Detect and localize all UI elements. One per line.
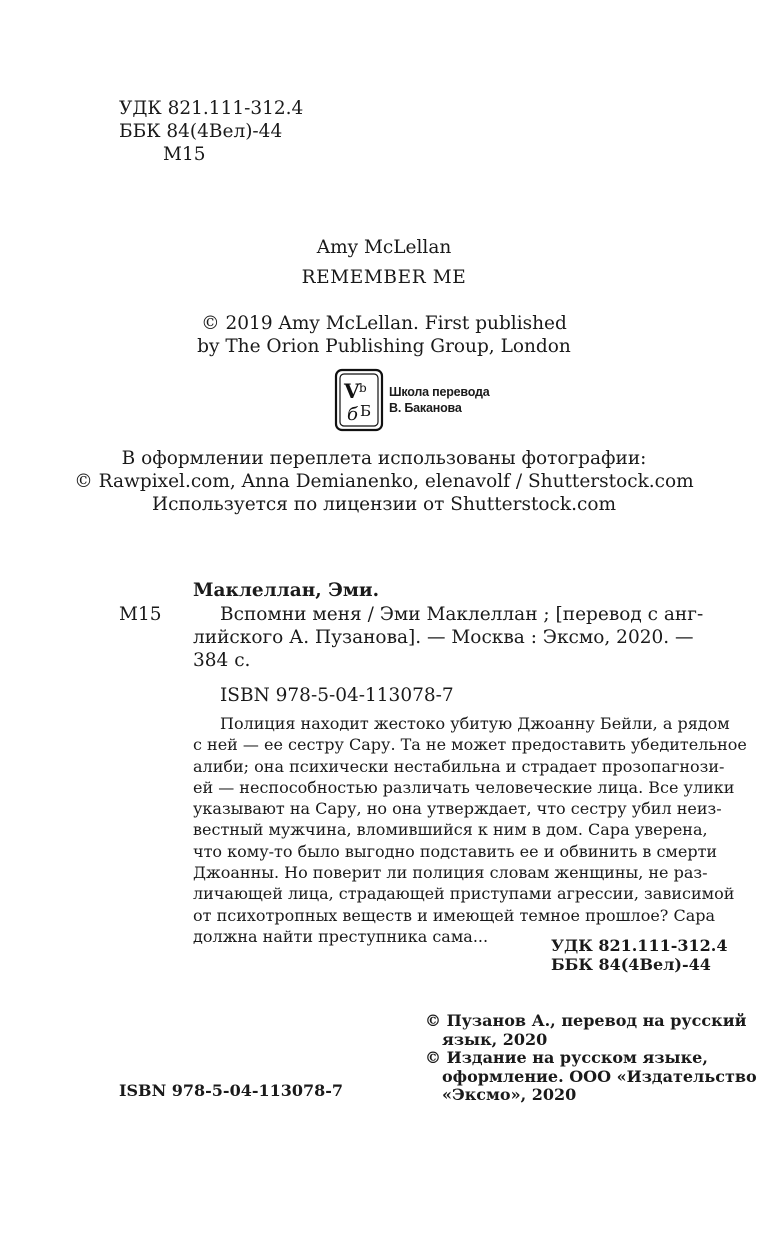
udk-code-repeat: УДК 821.111-312.4	[551, 936, 728, 955]
record-mark: М15	[119, 604, 162, 625]
original-copyright-line2: by The Orion Publishing Group, London	[197, 336, 571, 357]
summary-line: вестный мужчина, вломившийся к ним в дом. Сара уверена,	[193, 820, 708, 840]
svg-text:Б: Б	[360, 402, 372, 420]
edition-copyright	[425, 1049, 757, 1105]
translation-copyright	[425, 1012, 746, 1049]
record-desc-line1: Вспомни меня / Эми Маклеллан ; [перевод с анг-	[220, 604, 704, 625]
udk-code: УДК 821.111-312.4	[119, 98, 304, 119]
author-mark: М15	[163, 144, 206, 165]
logo-line2: В. Баканова	[389, 401, 462, 415]
translation-copyright-line1: © Пузанов А., перевод на русский	[425, 1011, 747, 1030]
svg-text:V: V	[344, 379, 360, 403]
cover-credits-line2: © Rawpixel.com, Anna Demianenko, elenavolf / Shutterstock.com	[74, 471, 694, 492]
summary-line: ей — неспособностью различать человеческие лица. Все улики	[193, 777, 735, 797]
record-desc-line3: 384 с.	[193, 650, 251, 671]
translation-copyright-line2: язык, 2020	[442, 1029, 548, 1049]
svg-text:б: б	[347, 404, 358, 425]
original-author: Amy McLellan	[316, 237, 452, 258]
svg-text:b: b	[359, 381, 367, 395]
summary-line: Джоанны. Но поверит ли полиция словам женщины, не раз-	[193, 863, 708, 883]
summary-line: что кому-то было выгодно подставить ее и обвинить в смерти	[193, 841, 718, 861]
edition-copyright-line1: © Издание на русском языке,	[425, 1048, 708, 1067]
edition-copyright-line3: «Эксмо», 2020	[442, 1085, 577, 1104]
record-heading: Маклеллан, Эми.	[193, 580, 380, 601]
summary-line: должна найти преступника сама...	[193, 926, 489, 946]
summary-line: с ней — ее сестру Сару. Та не может предоставить убедительное	[193, 735, 747, 755]
cover-credits-line1: В оформлении переплета использованы фотографии:	[121, 448, 647, 469]
cover-credits-line3: Используется по лицензии от Shutterstock.com	[151, 494, 617, 515]
bbk-code-repeat: ББК 84(4Вел)-44	[551, 955, 711, 974]
edition-copyright-line2: оформление. ООО «Издательство	[442, 1066, 757, 1086]
logo-line1: Школа перевода	[389, 385, 490, 399]
summary-line: от психотропных веществ и имеющей темное прошлое? Сара	[193, 905, 716, 925]
original-title: REMEMBER ME	[301, 267, 467, 288]
record-isbn: ISBN 978-5-04-113078-7	[220, 685, 454, 706]
summary-line: указывают на Сару, но она утверждает, что сестру убил неиз-	[193, 799, 722, 819]
logo-caption	[389, 384, 490, 416]
vb-monogram-icon	[334, 368, 384, 432]
summary-line: Полиция находит жестоко убитую Джоанну Бейли, а рядом	[220, 714, 730, 733]
summary-line: алиби; она психически нестабильна и страдает прозопагнози-	[193, 756, 725, 776]
original-copyright-line1: © 2019 Amy McLellan. First published	[201, 313, 567, 334]
footer-isbn: ISBN 978-5-04-113078-7	[119, 1081, 344, 1100]
summary-line: личающей лица, страдающей приступами агрессии, зависимой	[193, 884, 735, 904]
translation-school-logo	[334, 368, 384, 436]
bbk-code: ББК 84(4Вел)-44	[119, 121, 283, 142]
record-desc-line2: лийского А. Пузанова]. — Москва : Эксмо, 2020. —	[193, 627, 694, 648]
